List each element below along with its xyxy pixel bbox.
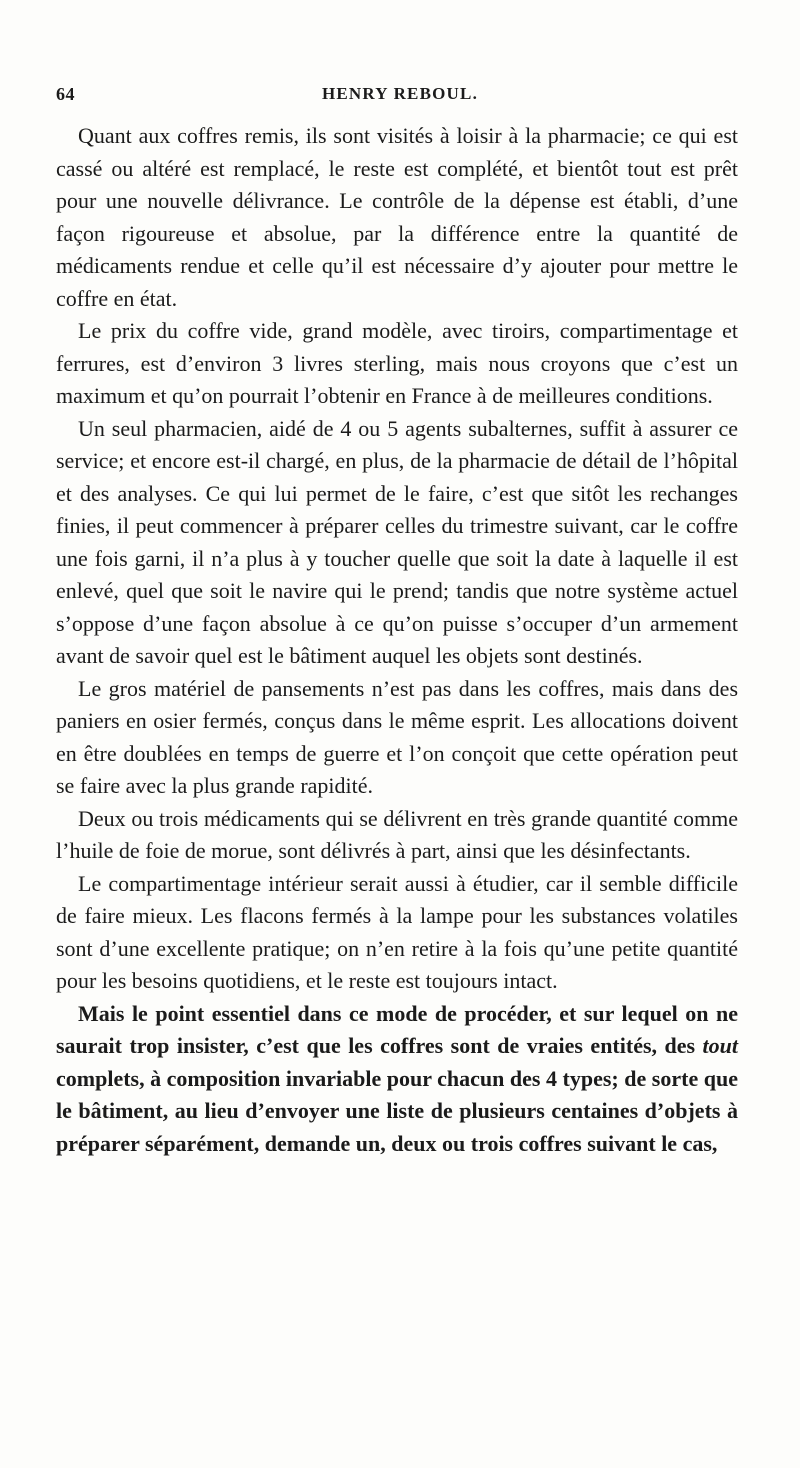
body-text [56, 120, 738, 1160]
page-number: 64 [56, 84, 75, 104]
paragraph-materiel-pansements: Le gros matériel de pansements n’est pas dans les coffres, mais dans des paniers en osier fermés, conçus dans le même esprit. Les allocations doivent en être doublées en temps de guerre et l’on conçoit que cette opération peut se faire avec la plus grande rapidité. [56, 675, 738, 798]
paragraph-medicaments-part: Deux ou trois médicaments qui se délivrent en très grande quantité comme l’huile de foie de morue, sont délivrés à part, ainsi que les désinfectants. [56, 805, 738, 863]
running-head: HENRY REBOUL. [321, 84, 479, 103]
paragraph-prix-coffre: Le prix du coffre vide, grand modèle, avec tiroirs, compartimentage et ferrures, est d’environ 3 livres sterling, mais nous croyons que c’est un maximum et qu’on pourrait l’obtenir en France à de meilleures conditions. [56, 318, 738, 408]
paragraph-compartimentage: Le compartimentage intérieur serait aussi à étudier, car il semble difficile de faire mieux. Les flacons fermés à la lampe pour les substances volatiles sont d’une excellente pratique; on n’en retire à la fois qu’une petite quantité pour les besoins quotidiens, et le reste est toujours intact. [56, 870, 738, 993]
page-header [56, 84, 744, 108]
italic-word: tout [702, 1033, 738, 1058]
paragraph-point-essentiel-start: Mais le point essentiel dans ce mode de procéder, et sur lequel on ne saurait trop insister, c’est que les coffres sont de vraies entités, des [56, 1000, 738, 1058]
paragraph-point-essentiel-end: complets, à composition invariable pour chacun des 4 types; de sorte que le bâtiment, au lieu d’envoyer une liste de plusieurs centaines d’objets à préparer séparément, demande un, deux ou trois coffres suivant le cas, [56, 1065, 738, 1156]
paragraph-coffres-remis: Quant aux coffres remis, ils sont visités à loisir à la pharmacie; ce qui est cassé ou altéré est remplacé, le reste est complété, et bientôt tout est prêt pour une nouvelle délivrance. Le contrôle de la dépense est établi, d’une façon rigoureuse et absolue, par la différence entre la quantité de médicaments rendue et celle qu’il est nécessaire d’y ajouter pour mettre le coffre en état. [56, 123, 738, 311]
paragraph-point-essentiel [56, 998, 738, 1161]
paragraph-pharmacien: Un seul pharmacien, aidé de 4 ou 5 agents subalternes, suffit à assurer ce service; et encore est-il chargé, en plus, de la pharmacie de détail de l’hôpital et des analyses. Ce qui lui permet de le faire, c’est que sitôt les rechanges finies, il peut commencer à préparer celles du trimestre suivant, car le coffre une fois garni, il n’a plus à y toucher quelle que soit la date à laquelle il est enlevé, quel que soit le navire qui le prend; tandis que notre système actuel s’oppose d’une façon absolue à ce qu’on puisse s’occuper d’un armement avant de savoir quel est le bâtiment auquel les objets sont destinés. [56, 415, 738, 668]
